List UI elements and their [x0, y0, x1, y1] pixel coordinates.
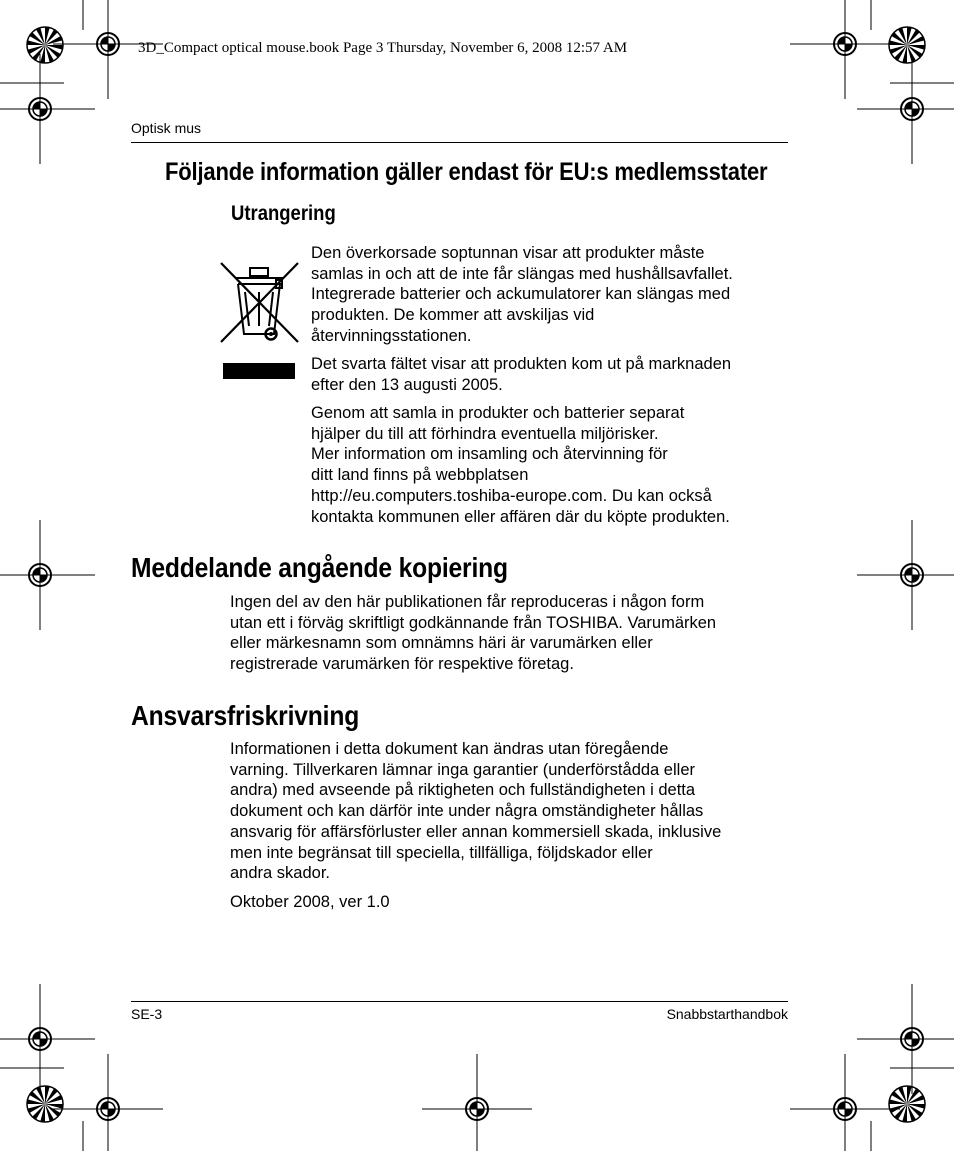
disclaimer-body: Informationen i detta dokument kan ändras utan föregående varning. Tillverkaren lämnar inga garantier (underförstådda eller andra) med avseende på riktigheten och fullständigheten i detta dokument och kan därför inte under några omständigheter hållas ansvarig för affärsförluster eller annan kommersiell skada, inklusive men inte begränsat till speciella, tillfälliga, följdskador eller andra skador.	[230, 740, 722, 883]
copy-notice-title: Meddelande angående kopiering	[131, 552, 508, 583]
star-target-mark	[27, 1086, 63, 1122]
registration-mark	[422, 1054, 532, 1151]
book-title: Snabbstarthandbok	[666, 1006, 788, 1022]
header-rule	[131, 142, 788, 143]
eu-section-title: Följande information gäller endast för EU:s medlemsstater	[165, 158, 768, 186]
registration-mark	[790, 0, 900, 99]
registration-mark	[790, 1054, 900, 1151]
disposal-subheading: Utrangering	[231, 202, 336, 225]
registration-mark	[857, 54, 954, 164]
version-line: Oktober 2008, ver 1.0	[230, 893, 390, 911]
registration-mark	[0, 54, 95, 164]
crossed-out-wheelie-bin-icon	[218, 260, 302, 382]
registration-mark	[0, 520, 95, 630]
disclaimer-title: Ansvarsfriskrivning	[131, 700, 360, 731]
print-slug: 3D_Compact optical mouse.book Page 3 Thursday, November 6, 2008 12:57 AM	[138, 40, 628, 56]
registration-mark	[0, 984, 95, 1094]
star-target-mark	[27, 27, 63, 63]
page-number: SE-3	[131, 1006, 163, 1022]
star-target-mark	[889, 1086, 925, 1122]
footer-rule	[131, 1001, 788, 1002]
copy-notice-body: Ingen del av den här publikationen får reproduceras i någon form utan ett i förväg skriftligt godkännande från TOSHIBA. Varumärken eller märkesnamn som omnämns häri är varumärken eller registrerade varumärken för respektive företag.	[230, 593, 717, 674]
registration-mark	[857, 984, 954, 1094]
registration-mark	[53, 1054, 163, 1151]
disposal-paragraph-3: Genom att samla in produkter och batterier separat hjälper du till att förhindra eventuella miljörisker. Mer information om insamling och återvinning för ditt land finns på webbplatsen http://eu.computers.toshiba-europe.com. Du kan också kontakta kommunen eller affären där du köpte produkten.	[311, 404, 730, 526]
star-target-mark	[889, 27, 925, 63]
disposal-paragraph-2: Det svarta fältet visar att produkten kom ut på marknaden efter den 13 augusti 2005.	[311, 355, 732, 394]
disposal-paragraph-1: Den överkorsade soptunnan visar att produkter måste samlas in och att de inte får slängas med hushållsavfallet. Integrerade batterier och ackumulatorer kan slängas med produkten. De kommer att avskiljas vid återvinningsstationen.	[311, 244, 733, 345]
running-header: Optisk mus	[131, 120, 202, 136]
registration-mark	[857, 520, 954, 630]
